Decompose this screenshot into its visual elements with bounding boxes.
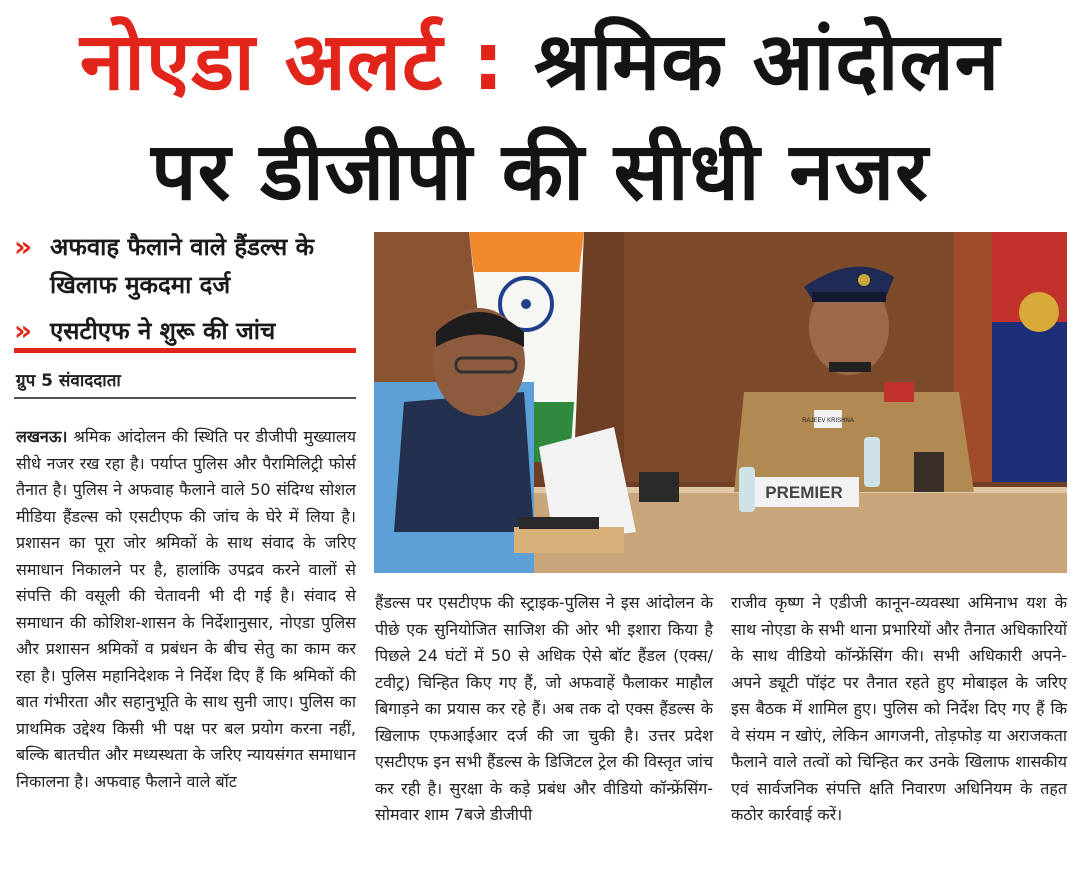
- section-divider-red: [14, 348, 356, 353]
- headline-line-1: [0, 15, 1080, 108]
- headline-alert-label: नोएडा अलर्ट :: [79, 15, 506, 108]
- chevron-right-icon: »: [14, 230, 27, 263]
- nameplate-text: PREMIER: [765, 483, 843, 502]
- bullet-text: एसटीएफ ने शुरू की जांच: [50, 317, 276, 345]
- headline-subject: श्रमिक आंदोलन: [534, 15, 1001, 108]
- section-divider: [14, 397, 356, 399]
- article-column-3: राजीव कृष्ण ने एडीजी कानून-व्यवस्था अमिनाभ यश के साथ नोएडा के सभी थाना प्रभारियों और तैनात अधिकारियों के साथ वीडियो कॉन्फ्रेंसिंग की। सभी अधिकारी अपने-अपने ड्यूटी पॉइंट पर तैनात रहते हुए मोबाइल के जरिए इस बैठक में शामिल हुए। पुलिस को निर्देश दिए गए हैं कि वे संयम न खोएं, लेकिन आगजनी, तोड़फोड़ या अराजकता फैलाने वाले तत्वों को चिन्हित कर उनके खिलाफ शासकीय एवं सार्वजनिक संपत्ति क्षति निवारण अधिनियम के तहत कठोर कार्रवाई करें।: [731, 593, 1067, 824]
- police-emblem-icon: [1019, 292, 1059, 332]
- article-text: श्रमिक आंदोलन की स्थिति पर डीजीपी मुख्यालय सीधे नजर रख रहा है। पर्याप्त पुलिस और पैरामिलिट्री फोर्स तैनात है। पुलिस ने अफवाह फैलाने वाले 50 संदिग्ध सोशल मीडिया हैंडल्स को एसटीएफ की जांच के घेरे में लिया है। प्रशासन का पूरा जोर श्रमिकों के साथ संवाद के जरिए समाधान निकालने पर है, हालांकि उपद्रव करने वालों से संपत्ति की वसूली की चेतावनी भी दी गई है। संवाद से समाधान की कोशिश-शासन के निर्देशानुसार, नोएडा पुलिस और प्रशासन श्रमिकों व प्रबंधन के बीच सेतु का काम कर रहा है। पुलिस महानिदेशक ने निर्देश दिए हैं कि श्रमिकों की बात गंभीरता और सहानुभूति के साथ सुनी जाए। पुलिस का प्राथमिक उद्देश्य किसी भी पक्ष पर बल प्रयोग करना नहीं, बल्कि बातचीत और मध्यस्थता के जरिए न्यायसंगत समाधान निकालना है। अफवाह फैलाने वाले बॉट: [16, 427, 356, 791]
- article-column-1: [16, 424, 356, 795]
- bullet-item: [14, 312, 359, 350]
- highlight-bullets: [14, 228, 359, 358]
- article-column-2: हैंडल्स पर एसटीएफ की स्ट्राइक-पुलिस ने इस आंदोलन के पीछे एक सुनियोजित साजिश की ओर भी इशारा किया है पिछले 24 घंटों में 50 से अधिक ऐसे बॉट हैंडल (एक्स/टवीट्र) चिन्हित किए गए हैं, जो अफवाहें फैलाकर माहौल बिगाड़ने का प्रयास कर रहे हैं। अब तक दो एक्स हैंडल्स के खिलाफ एफआईआर दर्ज की जा चुकी है। उत्तर प्रदेश एसटीएफ इन सभी हैंडल्स के डिजिटल ट्रेल की विस्तृत जांच कर रही है। सुरक्षा के कड़े प्रबंध और वीडियो कॉन्फ्रेंसिंग-सोमवार शाम 7बजे डीजीपी: [375, 593, 713, 824]
- phone-icon: [639, 472, 679, 502]
- news-photo: [374, 232, 1067, 573]
- chevron-right-icon: »: [14, 314, 27, 347]
- headline-line-2: पर डीजीपी की सीधी नजर: [151, 125, 929, 218]
- bullet-text: अफवाह फैलाने वाले हैंडल्स के खिलाफ मुकदमा दर्ज: [50, 233, 315, 299]
- dateline: लखनऊ।: [16, 427, 68, 446]
- name-badge-text: RAJEEV KRISHNA: [802, 418, 854, 424]
- water-bottle-icon: [864, 437, 880, 487]
- byline: ग्रुप 5 संवाददाता: [16, 371, 121, 391]
- bullet-item: [14, 228, 359, 304]
- water-bottle-icon: [739, 467, 755, 512]
